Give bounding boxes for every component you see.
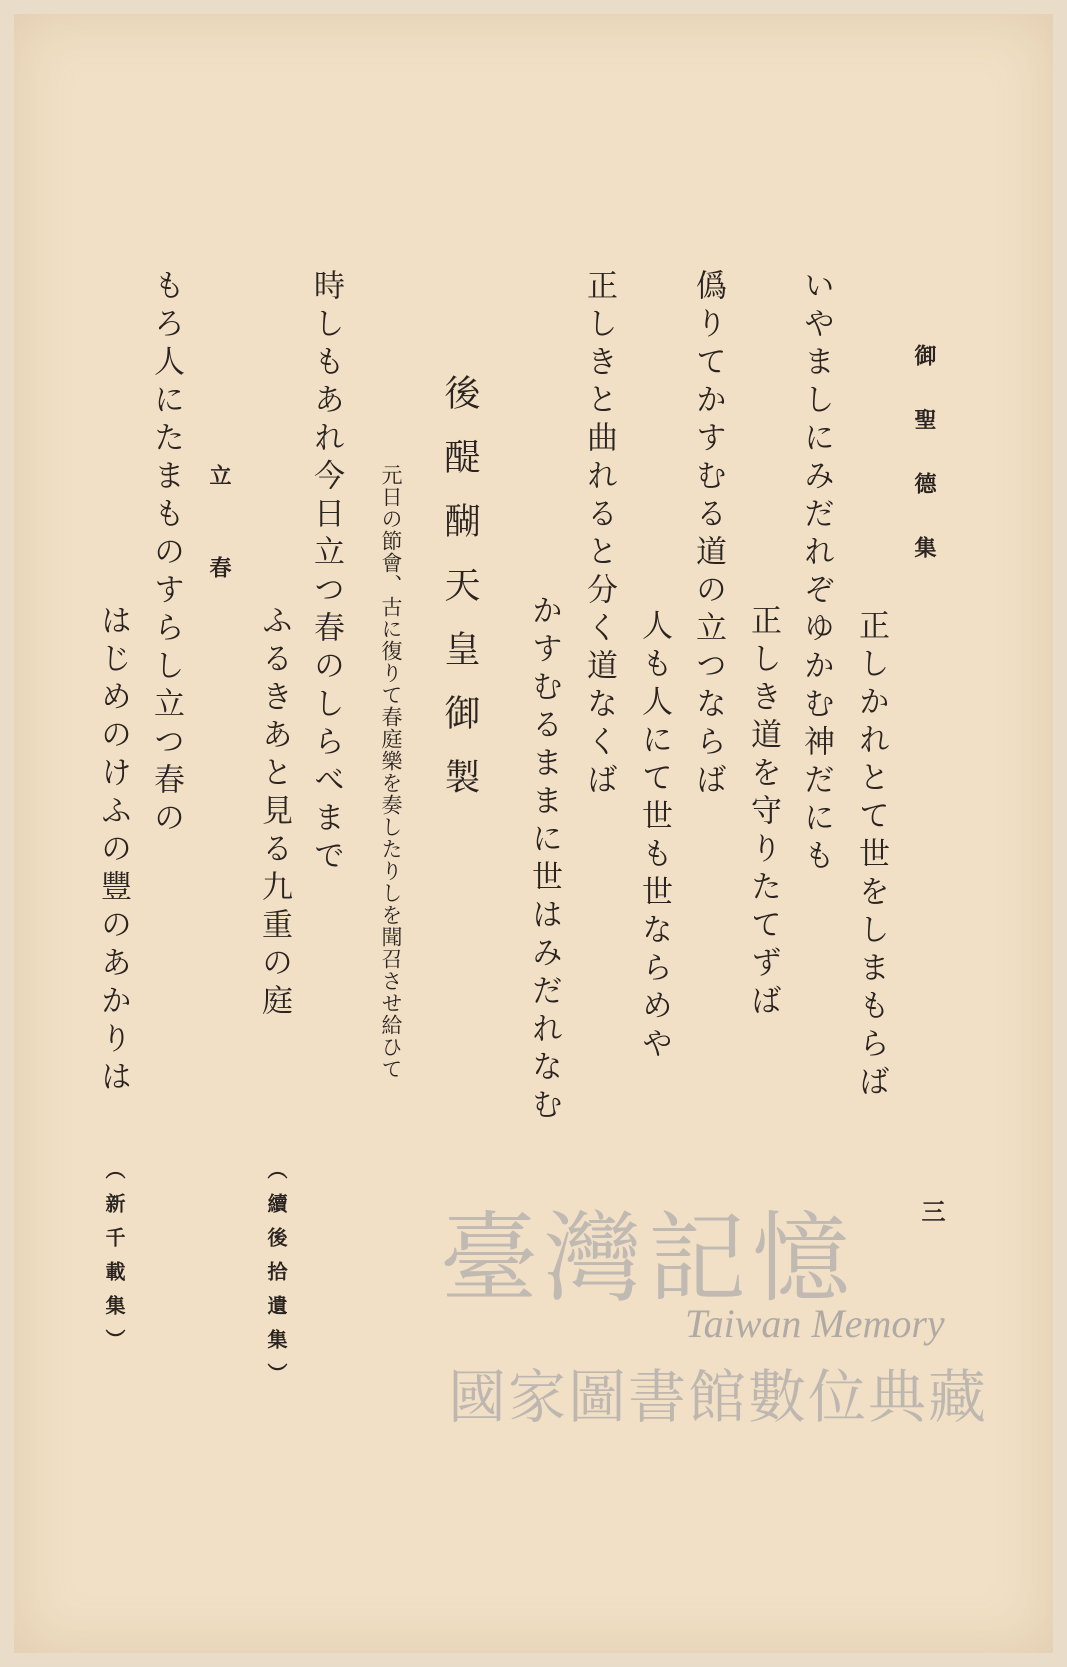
poem-title: 立春: [206, 464, 232, 648]
poem-line: ふるきあと見る九重の庭: [256, 604, 292, 1022]
source-citation: （續後拾遺集）: [264, 1159, 288, 1397]
poem-line: 正しき道を守りたてずば: [745, 604, 781, 1022]
author-title: 後醍醐天皇御製: [439, 374, 480, 822]
watermark-english: Taiwan Memory: [685, 1301, 945, 1346]
poem-line: 人も人にて世も世ならめや: [636, 609, 672, 1065]
watermark: [440, 1180, 1000, 1431]
poem-line: 僞りてかすむる道の立つならば: [690, 269, 726, 801]
watermark-subtitle: 國家圖書館數位典藏: [448, 1363, 989, 1431]
poem-line: はじめのけふの豐のあかりは: [95, 604, 131, 1098]
poem-line: 時しもあれ今日立つ春のしらべまで: [308, 269, 344, 877]
running-header: 御聖德集: [911, 344, 937, 600]
source-citation: （新千載集）: [102, 1159, 126, 1363]
poem-line: 正しかれとて世をしまもらば: [853, 609, 889, 1103]
poem-line: もろ人にたまものすらし立つ春の: [148, 269, 184, 839]
poem-line: かすむるままに世はみだれなむ: [526, 594, 562, 1126]
poem-line: 正しきと曲れると分く道なくば: [581, 269, 617, 801]
watermark-logo-text: 臺灣記憶: [440, 1202, 857, 1316]
page-number: 三: [917, 1199, 946, 1223]
poem-line: いやましにみだれぞゆかむ神だにも: [798, 269, 834, 877]
headnote: 元日の節會、古に復りて春庭樂を奏したりしを聞召させ給ひて: [379, 464, 403, 1080]
